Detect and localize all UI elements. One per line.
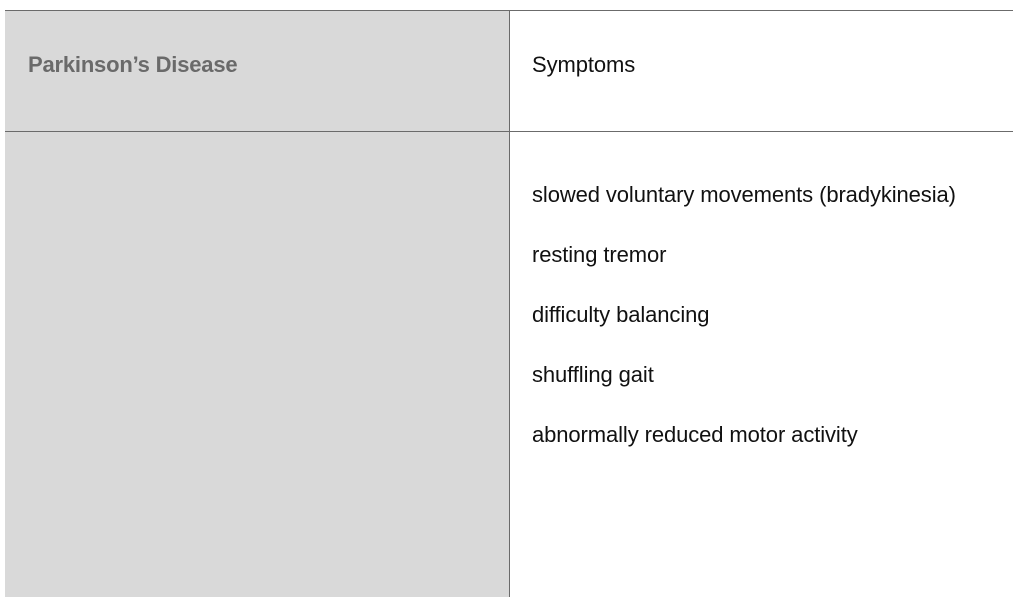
disease-name: Parkinson’s Disease (28, 52, 238, 77)
symptom-item: difficulty balancing (532, 302, 710, 327)
symptom-list (532, 172, 992, 472)
symptoms-table (5, 10, 1013, 597)
symptom-item: resting tremor (532, 242, 667, 267)
header-cell-symptoms (509, 11, 1013, 132)
symptom-item: shuffling gait (532, 362, 654, 387)
body-cell-symptoms (509, 132, 1013, 597)
header-cell-disease (5, 11, 509, 132)
body-cell-empty (5, 132, 509, 597)
symptom-item: abnormally reduced motor activity (532, 422, 858, 447)
symptom-item: slowed voluntary movements (bradykinesia) (532, 182, 956, 207)
symptoms-heading: Symptoms (532, 52, 636, 77)
